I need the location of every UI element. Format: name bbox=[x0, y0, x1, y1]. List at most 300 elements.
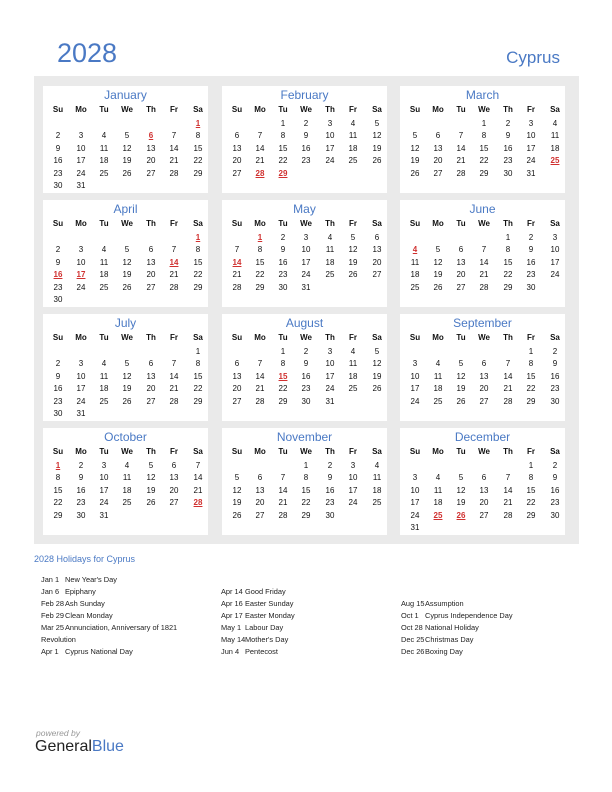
day-cell: 18 bbox=[348, 143, 358, 153]
day-cell: 8 bbox=[303, 473, 309, 483]
day-cell: 21 bbox=[255, 156, 265, 166]
weekday-header: Mo bbox=[75, 219, 87, 228]
day-cell: 20 bbox=[232, 156, 242, 166]
weekday-header: Th bbox=[503, 333, 513, 342]
day-cell: 15 bbox=[193, 143, 203, 153]
day-cell: 15 bbox=[193, 257, 203, 267]
day-cell: 22 bbox=[278, 156, 288, 166]
weekday-header: Su bbox=[231, 447, 243, 456]
day-cell: 31 bbox=[99, 510, 109, 520]
month-january bbox=[43, 86, 208, 193]
day-cell: 16 bbox=[550, 485, 560, 495]
day-cell: 29 bbox=[526, 396, 536, 406]
day-cell: 28 bbox=[503, 396, 513, 406]
day-cell: 3 bbox=[78, 131, 84, 141]
weekday-header: Fr bbox=[349, 105, 357, 114]
day-cell: 12 bbox=[122, 257, 132, 267]
day-cell: 10 bbox=[76, 371, 86, 381]
weekday-header: We bbox=[121, 447, 133, 456]
holiday-name: Cyprus National Day bbox=[65, 647, 133, 656]
weekday-header: Th bbox=[503, 447, 513, 456]
day-cell: 21 bbox=[255, 384, 265, 394]
day-cell: 30 bbox=[550, 510, 560, 520]
day-cell: 19 bbox=[372, 371, 382, 381]
day-cell: 26 bbox=[433, 282, 443, 292]
holidays-title: 2028 Holidays for Cyprus bbox=[34, 554, 136, 564]
day-cell: 12 bbox=[232, 485, 242, 495]
day-cell: 13 bbox=[479, 371, 489, 381]
day-cell: 3 bbox=[327, 347, 333, 356]
holiday-date: Feb 29 bbox=[41, 611, 65, 620]
weekday-header: Su bbox=[52, 219, 64, 228]
weekday-header: Fr bbox=[527, 219, 535, 228]
day-cell: 17 bbox=[301, 257, 311, 267]
holiday-date: Jan 1 bbox=[41, 575, 60, 584]
day-cell: 3 bbox=[303, 233, 309, 242]
day-cell: 12 bbox=[146, 473, 156, 483]
day-cell: 2 bbox=[78, 461, 84, 470]
holiday-day-cell: 14 bbox=[232, 257, 242, 267]
day-cell: 23 bbox=[53, 282, 63, 292]
weekday-header: Tu bbox=[278, 447, 288, 456]
day-cell: 23 bbox=[76, 498, 86, 508]
day-cell: 10 bbox=[325, 131, 335, 141]
weekday-header: Sa bbox=[193, 105, 203, 114]
day-cell: 9 bbox=[303, 359, 309, 369]
day-cell: 20 bbox=[232, 384, 242, 394]
day-cell: 30 bbox=[53, 295, 63, 304]
day-cell: 3 bbox=[101, 461, 107, 470]
day-cell: 26 bbox=[122, 396, 132, 406]
day-cell: 28 bbox=[169, 168, 179, 178]
month-name: October bbox=[104, 430, 147, 444]
weekday-header: Sa bbox=[372, 333, 382, 342]
day-cell: 28 bbox=[169, 282, 179, 292]
month-name: June bbox=[469, 202, 496, 216]
day-cell: 31 bbox=[526, 168, 536, 178]
day-cell: 23 bbox=[550, 384, 560, 394]
day-cell: 24 bbox=[76, 396, 86, 406]
day-cell: 27 bbox=[255, 510, 265, 520]
weekday-header: Fr bbox=[527, 447, 535, 456]
day-cell: 2 bbox=[55, 359, 61, 369]
day-cell: 24 bbox=[325, 384, 335, 394]
day-cell: 18 bbox=[433, 384, 443, 394]
day-cell: 7 bbox=[195, 461, 201, 470]
day-cell: 24 bbox=[550, 270, 560, 280]
day-cell: 18 bbox=[410, 270, 420, 280]
day-cell: 11 bbox=[550, 131, 560, 141]
day-cell: 16 bbox=[53, 384, 63, 394]
day-cell: 23 bbox=[53, 396, 63, 406]
weekday-header: Tu bbox=[456, 333, 466, 342]
day-cell: 7 bbox=[171, 131, 177, 141]
brand-logo bbox=[35, 738, 124, 756]
day-cell: 2 bbox=[327, 461, 333, 470]
month-october bbox=[43, 428, 208, 535]
day-cell: 2 bbox=[280, 233, 286, 242]
day-cell: 12 bbox=[122, 143, 132, 153]
day-cell: 17 bbox=[526, 143, 536, 153]
month-june bbox=[400, 200, 565, 307]
weekday-header: Sa bbox=[193, 447, 203, 456]
day-cell: 26 bbox=[348, 270, 358, 280]
weekday-header: We bbox=[300, 447, 312, 456]
day-cell: 26 bbox=[410, 168, 420, 178]
day-cell: 8 bbox=[481, 131, 487, 141]
day-cell: 23 bbox=[301, 384, 311, 394]
weekday-header: Tu bbox=[278, 333, 288, 342]
day-cell: 23 bbox=[325, 498, 335, 508]
month-may bbox=[222, 200, 387, 307]
day-cell: 3 bbox=[412, 359, 418, 369]
day-cell: 26 bbox=[146, 498, 156, 508]
day-cell: 1 bbox=[280, 119, 286, 128]
day-cell: 24 bbox=[348, 498, 358, 508]
day-cell: 14 bbox=[278, 485, 288, 495]
day-cell: 25 bbox=[372, 498, 382, 508]
day-cell: 3 bbox=[78, 359, 84, 369]
day-cell: 20 bbox=[372, 257, 382, 267]
day-cell: 28 bbox=[232, 282, 242, 292]
holiday-date: Dec 25 bbox=[401, 635, 425, 644]
holiday-name: Epiphany bbox=[65, 587, 96, 596]
day-cell: 18 bbox=[372, 485, 382, 495]
weekday-header: Mo bbox=[432, 219, 444, 228]
day-cell: 29 bbox=[193, 282, 203, 292]
month-name: December bbox=[454, 430, 511, 444]
holiday-name: Pentecost bbox=[245, 647, 278, 656]
day-cell: 14 bbox=[255, 371, 265, 381]
day-cell: 14 bbox=[456, 143, 466, 153]
day-cell: 29 bbox=[526, 510, 536, 520]
day-cell: 2 bbox=[303, 119, 309, 128]
day-cell: 11 bbox=[348, 359, 358, 369]
day-cell: 25 bbox=[433, 396, 443, 406]
holiday-day-cell: 4 bbox=[412, 245, 418, 255]
holiday-day-cell: 1 bbox=[195, 119, 201, 128]
day-cell: 6 bbox=[148, 245, 154, 255]
weekday-header: We bbox=[121, 219, 133, 228]
month-name: February bbox=[280, 88, 329, 102]
day-cell: 11 bbox=[372, 473, 382, 483]
day-cell: 8 bbox=[528, 359, 534, 369]
weekday-header: Fr bbox=[349, 219, 357, 228]
day-cell: 1 bbox=[481, 119, 487, 128]
day-cell: 2 bbox=[303, 347, 309, 356]
day-cell: 10 bbox=[348, 473, 358, 483]
day-cell: 7 bbox=[505, 473, 511, 483]
day-cell: 14 bbox=[169, 143, 179, 153]
day-cell: 24 bbox=[76, 168, 86, 178]
holiday-name: National Holiday bbox=[425, 623, 479, 632]
weekday-header: Sa bbox=[372, 447, 382, 456]
weekday-header: Th bbox=[146, 333, 156, 342]
day-cell: 5 bbox=[124, 131, 130, 141]
day-cell: 31 bbox=[76, 181, 86, 190]
day-cell: 18 bbox=[325, 257, 335, 267]
day-cell: 18 bbox=[99, 270, 109, 280]
day-cell: 12 bbox=[122, 371, 132, 381]
month-december bbox=[400, 428, 565, 535]
day-cell: 28 bbox=[479, 282, 489, 292]
day-cell: 18 bbox=[122, 485, 132, 495]
holiday-name: Clean Monday bbox=[65, 611, 113, 620]
weekday-header: Th bbox=[146, 105, 156, 114]
weekday-header: Th bbox=[325, 447, 335, 456]
day-cell: 1 bbox=[280, 347, 286, 356]
day-cell: 7 bbox=[171, 245, 177, 255]
day-cell: 1 bbox=[303, 461, 309, 470]
day-cell: 6 bbox=[234, 131, 240, 141]
weekday-header: We bbox=[478, 219, 490, 228]
day-cell: 24 bbox=[526, 156, 536, 166]
weekday-header: Su bbox=[231, 219, 243, 228]
day-cell: 13 bbox=[146, 143, 156, 153]
day-cell: 31 bbox=[301, 282, 311, 292]
day-cell: 22 bbox=[301, 498, 311, 508]
day-cell: 3 bbox=[78, 245, 84, 255]
day-cell: 3 bbox=[412, 473, 418, 483]
weekday-header: Mo bbox=[432, 105, 444, 114]
weekday-header: Th bbox=[146, 447, 156, 456]
day-cell: 10 bbox=[325, 359, 335, 369]
day-cell: 15 bbox=[526, 371, 536, 381]
day-cell: 8 bbox=[280, 131, 286, 141]
holiday-date: Apr 17 bbox=[221, 611, 243, 620]
day-cell: 20 bbox=[456, 270, 466, 280]
day-cell: 10 bbox=[76, 257, 86, 267]
day-cell: 25 bbox=[99, 168, 109, 178]
weekday-header: Fr bbox=[349, 333, 357, 342]
day-cell: 16 bbox=[301, 143, 311, 153]
day-cell: 8 bbox=[528, 473, 534, 483]
month-march bbox=[400, 86, 565, 193]
weekday-header: Su bbox=[231, 105, 243, 114]
weekday-header: We bbox=[121, 105, 133, 114]
day-cell: 31 bbox=[325, 396, 335, 406]
day-cell: 11 bbox=[99, 371, 109, 381]
day-cell: 9 bbox=[552, 473, 558, 483]
weekday-header: Tu bbox=[278, 219, 288, 228]
powered-by-text: powered by bbox=[36, 728, 80, 738]
month-name: November bbox=[276, 430, 333, 444]
day-cell: 29 bbox=[479, 168, 489, 178]
day-cell: 25 bbox=[348, 384, 358, 394]
day-cell: 19 bbox=[456, 498, 466, 508]
holiday-day-cell: 16 bbox=[53, 270, 63, 280]
weekday-header: Tu bbox=[456, 447, 466, 456]
day-cell: 17 bbox=[76, 156, 86, 166]
day-cell: 19 bbox=[146, 485, 156, 495]
weekday-header: Sa bbox=[193, 333, 203, 342]
month-name: July bbox=[114, 316, 137, 330]
day-cell: 17 bbox=[410, 384, 420, 394]
day-cell: 16 bbox=[503, 143, 513, 153]
day-cell: 24 bbox=[410, 510, 420, 520]
holiday-day-cell: 15 bbox=[278, 371, 288, 381]
day-cell: 4 bbox=[327, 233, 333, 242]
day-cell: 1 bbox=[505, 233, 511, 242]
holiday-date: Feb 28 bbox=[41, 599, 65, 608]
day-cell: 8 bbox=[195, 359, 201, 369]
day-cell: 13 bbox=[372, 245, 382, 255]
day-cell: 17 bbox=[76, 384, 86, 394]
day-cell: 26 bbox=[232, 510, 242, 520]
day-cell: 8 bbox=[280, 359, 286, 369]
month-november bbox=[222, 428, 387, 535]
day-cell: 15 bbox=[301, 485, 311, 495]
weekday-header: Mo bbox=[254, 333, 266, 342]
weekday-header: Th bbox=[146, 219, 156, 228]
weekday-header: Su bbox=[409, 333, 421, 342]
day-cell: 8 bbox=[55, 473, 61, 483]
day-cell: 28 bbox=[169, 396, 179, 406]
day-cell: 19 bbox=[122, 156, 132, 166]
day-cell: 13 bbox=[433, 143, 443, 153]
holiday-name: Good Friday bbox=[245, 587, 286, 596]
day-cell: 26 bbox=[122, 168, 132, 178]
day-cell: 20 bbox=[479, 384, 489, 394]
holiday-name: Easter Sunday bbox=[245, 599, 294, 608]
day-cell: 6 bbox=[374, 233, 380, 242]
calendar-year: 2028 bbox=[57, 38, 118, 68]
day-cell: 11 bbox=[122, 473, 132, 483]
weekday-header: Su bbox=[52, 447, 64, 456]
month-name: January bbox=[104, 88, 147, 102]
weekday-header: Th bbox=[325, 219, 335, 228]
day-cell: 30 bbox=[550, 396, 560, 406]
day-cell: 2 bbox=[55, 245, 61, 255]
day-cell: 22 bbox=[503, 270, 513, 280]
day-cell: 19 bbox=[348, 257, 358, 267]
weekday-header: Sa bbox=[550, 105, 560, 114]
day-cell: 26 bbox=[372, 384, 382, 394]
day-cell: 10 bbox=[76, 143, 86, 153]
weekday-header: Fr bbox=[170, 447, 178, 456]
day-cell: 5 bbox=[458, 359, 464, 369]
day-cell: 25 bbox=[410, 282, 420, 292]
day-cell: 2 bbox=[55, 131, 61, 141]
weekday-header: Fr bbox=[170, 105, 178, 114]
holiday-entry bbox=[41, 635, 76, 644]
day-cell: 29 bbox=[255, 282, 265, 292]
holiday-name: Labour Day bbox=[245, 623, 284, 632]
day-cell: 12 bbox=[410, 143, 420, 153]
day-cell: 10 bbox=[526, 131, 536, 141]
weekday-header: Mo bbox=[432, 447, 444, 456]
day-cell: 22 bbox=[526, 384, 536, 394]
day-cell: 4 bbox=[552, 119, 558, 128]
day-cell: 21 bbox=[232, 270, 242, 280]
day-cell: 8 bbox=[257, 245, 263, 255]
day-cell: 6 bbox=[148, 359, 154, 369]
weekday-header: Su bbox=[409, 447, 421, 456]
day-cell: 5 bbox=[435, 245, 441, 255]
day-cell: 6 bbox=[435, 131, 441, 141]
day-cell: 29 bbox=[278, 396, 288, 406]
day-cell: 4 bbox=[124, 461, 130, 470]
day-cell: 4 bbox=[435, 473, 441, 483]
day-cell: 17 bbox=[348, 485, 358, 495]
day-cell: 15 bbox=[278, 143, 288, 153]
day-cell: 13 bbox=[456, 257, 466, 267]
day-cell: 30 bbox=[526, 282, 536, 292]
day-cell: 26 bbox=[372, 156, 382, 166]
day-cell: 21 bbox=[169, 384, 179, 394]
weekday-header: Sa bbox=[550, 333, 560, 342]
day-cell: 19 bbox=[456, 384, 466, 394]
day-cell: 20 bbox=[146, 384, 156, 394]
day-cell: 12 bbox=[348, 245, 358, 255]
day-cell: 14 bbox=[193, 473, 203, 483]
weekday-header: Mo bbox=[75, 105, 87, 114]
weekday-header: Mo bbox=[75, 333, 87, 342]
day-cell: 30 bbox=[503, 168, 513, 178]
weekday-header: We bbox=[478, 105, 490, 114]
day-cell: 18 bbox=[550, 143, 560, 153]
weekday-header: Tu bbox=[99, 447, 109, 456]
month-name: August bbox=[285, 316, 324, 330]
holiday-day-cell: 25 bbox=[433, 510, 443, 520]
holiday-day-cell: 25 bbox=[550, 156, 560, 166]
weekday-header: Su bbox=[409, 219, 421, 228]
weekday-header: Tu bbox=[99, 333, 109, 342]
day-cell: 23 bbox=[526, 270, 536, 280]
weekday-header: Fr bbox=[170, 333, 178, 342]
weekday-header: Tu bbox=[99, 219, 109, 228]
day-cell: 5 bbox=[124, 359, 130, 369]
day-cell: 9 bbox=[303, 131, 309, 141]
day-cell: 14 bbox=[503, 485, 513, 495]
day-cell: 27 bbox=[169, 498, 179, 508]
weekday-header: Fr bbox=[170, 219, 178, 228]
day-cell: 12 bbox=[456, 371, 466, 381]
day-cell: 11 bbox=[410, 257, 420, 267]
holiday-date: Jun 4 bbox=[221, 647, 240, 656]
holiday-date: Mar 25 bbox=[41, 623, 65, 632]
day-cell: 24 bbox=[76, 282, 86, 292]
day-cell: 22 bbox=[255, 270, 265, 280]
day-cell: 24 bbox=[325, 156, 335, 166]
month-february bbox=[222, 86, 387, 193]
day-cell: 9 bbox=[78, 473, 84, 483]
weekday-header: Fr bbox=[527, 333, 535, 342]
day-cell: 9 bbox=[280, 245, 286, 255]
day-cell: 21 bbox=[169, 156, 179, 166]
day-cell: 1 bbox=[528, 461, 534, 470]
day-cell: 14 bbox=[479, 257, 489, 267]
holiday-date: Aug 15 bbox=[401, 599, 425, 608]
day-cell: 26 bbox=[122, 282, 132, 292]
day-cell: 2 bbox=[552, 461, 558, 470]
day-cell: 6 bbox=[171, 461, 177, 470]
day-cell: 7 bbox=[234, 245, 240, 255]
month-september bbox=[400, 314, 565, 421]
day-cell: 7 bbox=[458, 131, 464, 141]
holiday-date: May 1 bbox=[221, 623, 242, 632]
day-cell: 29 bbox=[301, 510, 311, 520]
day-cell: 5 bbox=[374, 347, 380, 356]
day-cell: 4 bbox=[101, 245, 107, 255]
day-cell: 16 bbox=[526, 257, 536, 267]
day-cell: 28 bbox=[255, 396, 265, 406]
day-cell: 1 bbox=[195, 347, 201, 356]
weekday-header: Sa bbox=[550, 219, 560, 228]
holiday-day-cell: 14 bbox=[169, 257, 179, 267]
day-cell: 26 bbox=[456, 396, 466, 406]
holiday-name: Assumption bbox=[425, 599, 464, 608]
